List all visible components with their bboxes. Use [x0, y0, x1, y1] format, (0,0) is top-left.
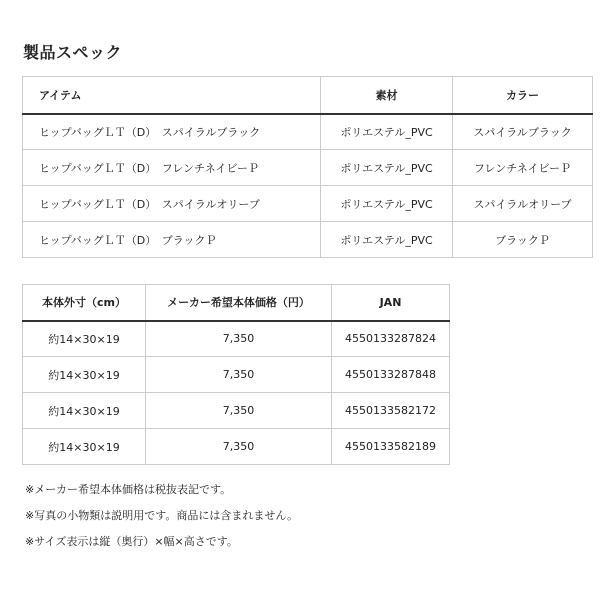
spec-material-cell: ポリエステル_PVC [321, 186, 453, 222]
spec-header-color: カラー [453, 77, 593, 114]
size-cell: 約14×30×19 [23, 321, 146, 357]
size-cell: 約14×30×19 [23, 393, 146, 429]
price-table [22, 284, 450, 465]
price-table-header-row [23, 285, 450, 321]
spec-table [22, 76, 593, 258]
table-row [23, 186, 593, 222]
price-cell: 7,350 [146, 357, 332, 393]
table-row [23, 114, 593, 150]
spec-color-cell: ブラックＰ [453, 222, 593, 258]
spec-material-cell: ポリエステル_PVC [321, 222, 453, 258]
table-row [23, 321, 450, 357]
page-title: 製品スペック [23, 43, 123, 62]
spec-header-material: 素材 [321, 77, 453, 114]
size-cell: 約14×30×19 [23, 357, 146, 393]
price-header-size: 本体外寸（cm） [23, 285, 146, 321]
size-cell: 約14×30×19 [23, 429, 146, 465]
note-accessories: ※写真の小物類は説明用です。商品には含まれません。 [25, 509, 298, 522]
spec-header-item: アイテム [23, 77, 321, 114]
jan-cell: 4550133582172 [332, 393, 450, 429]
notes [25, 477, 298, 555]
spec-color-cell: スパイラルオリーブ [453, 186, 593, 222]
price-cell: 7,350 [146, 429, 332, 465]
jan-cell: 4550133287824 [332, 321, 450, 357]
table-row [23, 357, 450, 393]
price-cell: 7,350 [146, 321, 332, 357]
spec-table-header-row [23, 77, 593, 114]
note-size-format: ※サイズ表示は縦（奥行）×幅×高さです。 [25, 535, 238, 548]
price-header-jan: JAN [332, 285, 450, 321]
table-row [23, 150, 593, 186]
spec-item-cell: ヒップバッグＬＴ（D） スパイラルブラック [23, 114, 321, 150]
price-header-price: メーカー希望本体価格（円） [146, 285, 332, 321]
spec-color-cell: フレンチネイビーＰ [453, 150, 593, 186]
table-row [23, 393, 450, 429]
spec-item-cell: ヒップバッグＬＴ（D） スパイラルオリーブ [23, 186, 321, 222]
note-price-tax: ※メーカー希望本体価格は税抜表記です。 [25, 483, 232, 496]
spec-item-cell: ヒップバッグＬＴ（D） ブラックＰ [23, 222, 321, 258]
spec-color-cell: スパイラルブラック [453, 114, 593, 150]
jan-cell: 4550133582189 [332, 429, 450, 465]
spec-material-cell: ポリエステル_PVC [321, 150, 453, 186]
table-row [23, 222, 593, 258]
jan-cell: 4550133287848 [332, 357, 450, 393]
spec-item-cell: ヒップバッグＬＴ（D） フレンチネイビーＰ [23, 150, 321, 186]
spec-material-cell: ポリエステル_PVC [321, 114, 453, 150]
table-row [23, 429, 450, 465]
price-cell: 7,350 [146, 393, 332, 429]
